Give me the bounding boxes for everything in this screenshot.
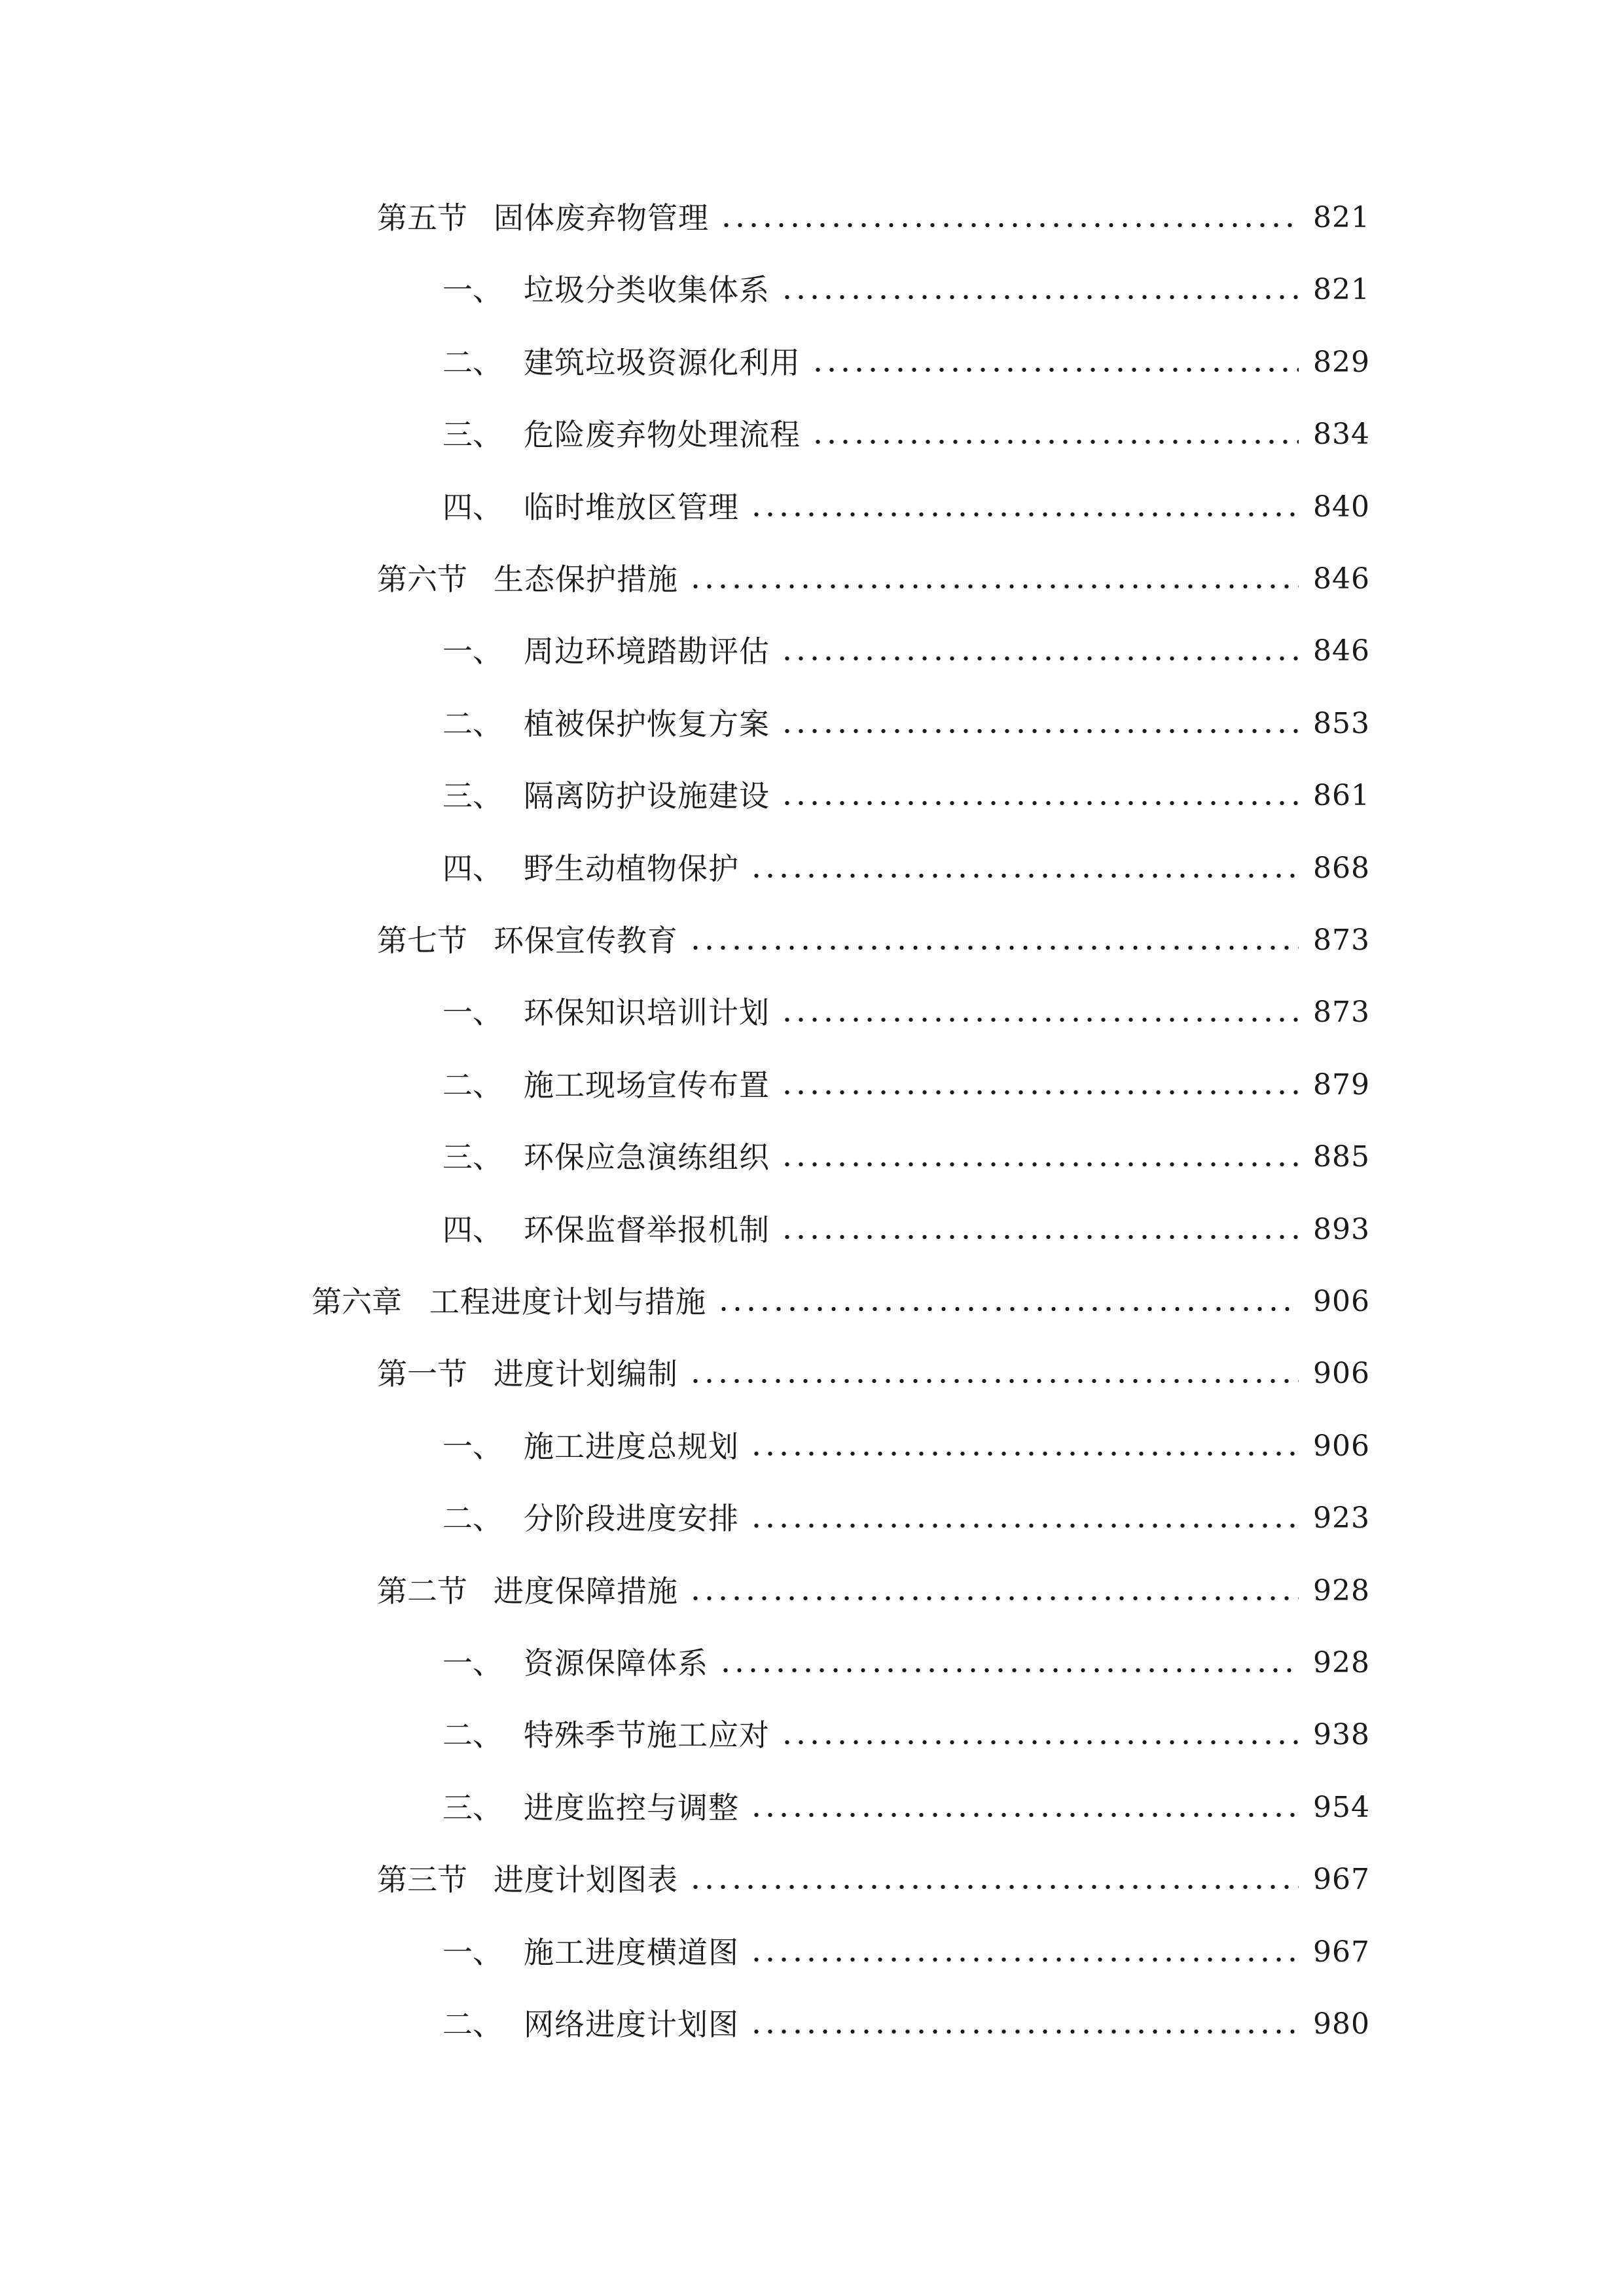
toc-page-number: 829 xyxy=(1313,346,1370,379)
toc-dot-leader xyxy=(780,725,1299,738)
toc-entry[interactable] xyxy=(442,408,1370,461)
toc-page-number: 980 xyxy=(1313,2007,1370,2041)
toc-page-number: 928 xyxy=(1313,1646,1370,1679)
toc-entry-title: 工程进度计划与措施 xyxy=(429,1284,706,1319)
toc-dot-leader xyxy=(689,1374,1299,1388)
toc-entry-number: 第三节 xyxy=(377,1862,467,1897)
toc-entry-title: 施工进度总规划 xyxy=(524,1429,739,1464)
toc-entry-number: 三、 xyxy=(442,1790,503,1825)
toc-entry[interactable] xyxy=(442,336,1370,389)
toc-entry-title: 特殊季节施工应对 xyxy=(524,1717,770,1753)
toc-entry[interactable] xyxy=(377,553,1370,605)
toc-entry-title: 进度计划图表 xyxy=(494,1862,678,1897)
toc-entry-number: 三、 xyxy=(442,417,503,452)
toc-entry[interactable] xyxy=(442,842,1370,895)
toc-entry[interactable] xyxy=(442,1059,1370,1111)
toc-entry-title: 进度保障措施 xyxy=(494,1573,678,1609)
toc-entry-number: 第七节 xyxy=(377,923,467,958)
toc-entry-number: 第六章 xyxy=(312,1284,402,1319)
toc-dot-leader xyxy=(689,941,1299,954)
toc-entry-title: 垃圾分类收集体系 xyxy=(524,272,770,308)
toc-entry[interactable] xyxy=(442,1709,1370,1761)
toc-entry-number: 一、 xyxy=(442,995,503,1030)
toc-page-number: 906 xyxy=(1313,1429,1370,1463)
toc-page-number: 967 xyxy=(1313,1935,1370,1969)
toc-entry[interactable] xyxy=(442,264,1370,316)
toc-entry-number: 一、 xyxy=(442,272,503,308)
toc-entry-number: 第一节 xyxy=(377,1356,467,1391)
toc-entry-number: 一、 xyxy=(442,634,503,669)
toc-dot-leader xyxy=(749,869,1299,882)
toc-entry[interactable] xyxy=(377,1348,1370,1400)
toc-page-number: 938 xyxy=(1313,1718,1370,1751)
toc-dot-leader xyxy=(689,1592,1299,1605)
toc-page-number: 967 xyxy=(1313,1863,1370,1896)
toc-entry-title: 资源保障体系 xyxy=(524,1645,708,1681)
toc-entry-number: 第五节 xyxy=(377,200,467,236)
toc-dot-leader xyxy=(717,1302,1299,1316)
toc-page-number: 879 xyxy=(1313,1068,1370,1102)
toc-entry-number: 第六节 xyxy=(377,562,467,597)
toc-entry[interactable] xyxy=(442,1131,1370,1183)
toc-dot-leader xyxy=(689,580,1299,593)
toc-entry-title: 环保知识培训计划 xyxy=(524,995,770,1030)
toc-entry-title: 进度计划编制 xyxy=(494,1356,678,1391)
toc-entry-title: 施工现场宣传布置 xyxy=(524,1067,770,1103)
toc-entry-title: 网络进度计划图 xyxy=(524,2007,739,2042)
toc-entry[interactable] xyxy=(312,1276,1370,1328)
toc-page-number: 846 xyxy=(1313,634,1370,668)
toc-dot-leader xyxy=(749,2025,1299,2038)
toc-entry-number: 第二节 xyxy=(377,1573,467,1609)
toc-entry-title: 周边环境踏勘评估 xyxy=(524,634,770,669)
toc-dot-leader xyxy=(719,219,1299,232)
toc-entry-number: 三、 xyxy=(442,778,503,814)
toc-entry-number: 一、 xyxy=(442,1645,503,1681)
toc-page-number: 821 xyxy=(1313,201,1370,234)
toc-dot-leader xyxy=(811,435,1299,448)
toc-dot-leader xyxy=(780,1086,1299,1099)
toc-entry-title: 进度监控与调整 xyxy=(524,1790,739,1825)
toc-dot-leader xyxy=(780,1230,1299,1244)
toc-entry-title: 野生动植物保护 xyxy=(524,851,739,886)
toc-dot-leader xyxy=(749,508,1299,521)
toc-entry[interactable] xyxy=(442,1998,1370,2051)
toc-page-number: 853 xyxy=(1313,707,1370,740)
toc-page-number: 868 xyxy=(1313,852,1370,885)
toc-entry[interactable] xyxy=(442,1204,1370,1256)
toc-page-number: 873 xyxy=(1313,996,1370,1029)
toc-entry-title: 危险废弃物处理流程 xyxy=(524,417,801,452)
toc-entry-number: 二、 xyxy=(442,1717,503,1753)
toc-entry-number: 二、 xyxy=(442,2007,503,2042)
toc-page-number: 873 xyxy=(1313,924,1370,957)
toc-entry[interactable] xyxy=(442,1637,1370,1689)
toc-dot-leader xyxy=(689,1880,1299,1893)
toc-dot-leader xyxy=(749,1447,1299,1460)
toc-entry[interactable] xyxy=(377,1854,1370,1906)
toc-entry[interactable] xyxy=(377,192,1370,244)
toc-dot-leader xyxy=(780,652,1299,665)
toc-entry-title: 分阶段进度安排 xyxy=(524,1501,739,1536)
toc-dot-leader xyxy=(749,1808,1299,1821)
toc-entry-title: 植被保护恢复方案 xyxy=(524,706,770,742)
toc-entry-number: 四、 xyxy=(442,851,503,886)
toc-entry-number: 二、 xyxy=(442,706,503,742)
toc-entry-title: 临时堆放区管理 xyxy=(524,490,739,525)
toc-page-number: 840 xyxy=(1313,490,1370,524)
toc-entry[interactable] xyxy=(377,1565,1370,1617)
toc-page-number: 861 xyxy=(1313,779,1370,812)
toc-entry-number: 三、 xyxy=(442,1139,503,1175)
toc-page-number: 906 xyxy=(1313,1285,1370,1318)
toc-entry[interactable] xyxy=(442,698,1370,750)
toc-entry-title: 隔离防护设施建设 xyxy=(524,778,770,814)
toc-entry[interactable] xyxy=(442,625,1370,677)
toc-entry[interactable] xyxy=(442,1492,1370,1545)
toc-dot-leader xyxy=(719,1664,1299,1677)
toc-entry-number: 四、 xyxy=(442,490,503,525)
toc-entry-title: 施工进度横道图 xyxy=(524,1935,739,1970)
toc-page-number: 846 xyxy=(1313,562,1370,596)
toc-entry-number: 一、 xyxy=(442,1935,503,1970)
toc-dot-leader xyxy=(780,1013,1299,1026)
toc-entry[interactable] xyxy=(442,986,1370,1039)
toc-page-number: 834 xyxy=(1313,418,1370,451)
toc-page-number: 885 xyxy=(1313,1140,1370,1174)
toc-entry-title: 环保宣传教育 xyxy=(494,923,678,958)
toc-entry[interactable] xyxy=(442,770,1370,822)
toc-dot-leader xyxy=(780,797,1299,810)
toc-dot-leader xyxy=(780,1736,1299,1749)
toc-dot-leader xyxy=(749,1953,1299,1966)
toc-page-number: 821 xyxy=(1313,273,1370,306)
toc-entry[interactable] xyxy=(442,1420,1370,1473)
toc-entry-title: 生态保护措施 xyxy=(494,562,678,597)
toc-dot-leader xyxy=(780,1158,1299,1171)
toc-page-number: 906 xyxy=(1313,1357,1370,1390)
toc-page-number: 954 xyxy=(1313,1791,1370,1824)
toc-page-number: 923 xyxy=(1313,1501,1370,1535)
toc-entry-number: 一、 xyxy=(442,1429,503,1464)
toc-dot-leader xyxy=(811,363,1299,376)
toc-entry-number: 二、 xyxy=(442,1501,503,1536)
toc-entry-number: 二、 xyxy=(442,1067,503,1103)
toc-entry-title: 环保应急演练组织 xyxy=(524,1139,770,1175)
toc-entry-number: 四、 xyxy=(442,1212,503,1247)
toc-entry-title: 建筑垃圾资源化利用 xyxy=(524,345,801,380)
toc-page-number: 928 xyxy=(1313,1574,1370,1607)
toc-dot-leader xyxy=(749,1519,1299,1532)
toc-entry-title: 环保监督举报机制 xyxy=(524,1212,770,1247)
toc-dot-leader xyxy=(780,291,1299,304)
toc-entry[interactable] xyxy=(442,1782,1370,1834)
toc-page-number: 893 xyxy=(1313,1213,1370,1246)
toc-entry[interactable] xyxy=(442,1926,1370,1979)
toc-entry-number: 二、 xyxy=(442,345,503,380)
toc-entry[interactable] xyxy=(377,914,1370,967)
toc-entry-title: 固体废弃物管理 xyxy=(494,200,709,236)
toc-entry[interactable] xyxy=(442,481,1370,533)
